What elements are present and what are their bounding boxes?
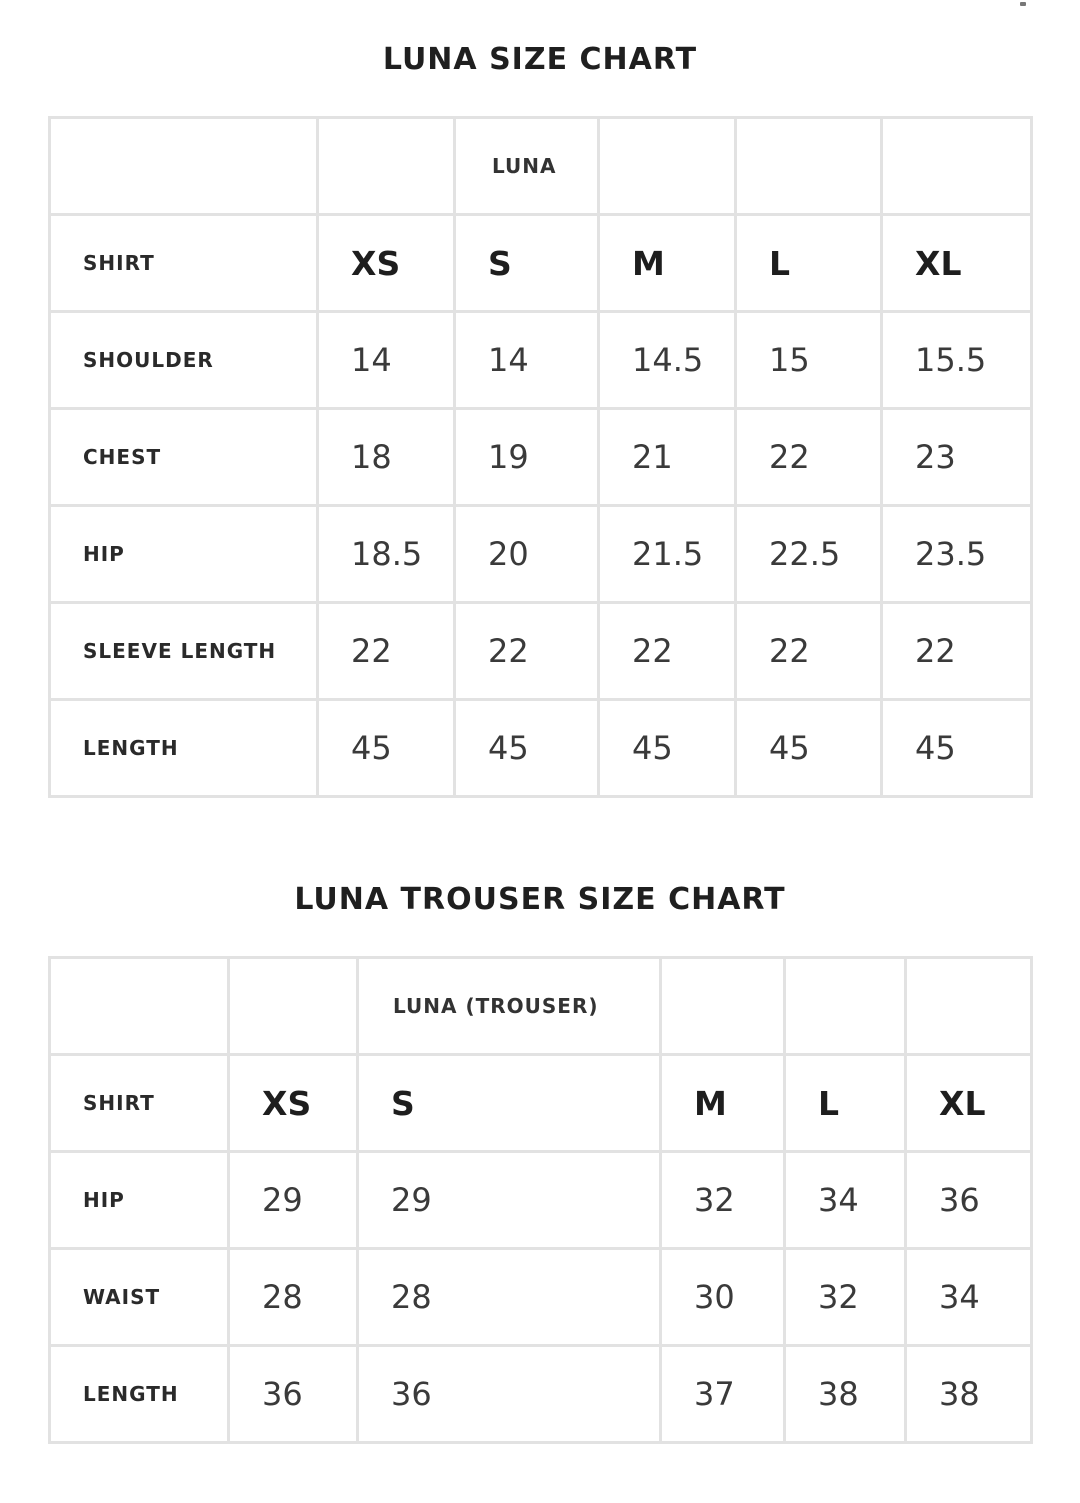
table-cell: 23 xyxy=(882,409,1032,506)
shirt-chart-title: LUNA SIZE CHART xyxy=(382,42,698,77)
table-cell: 36 xyxy=(358,1346,661,1443)
table-row xyxy=(50,700,1032,797)
table-cell: 20 xyxy=(455,506,599,603)
table-cell: 14 xyxy=(318,312,455,409)
empty-cell xyxy=(785,958,906,1055)
size-header: S xyxy=(455,215,599,312)
table-cell: 29 xyxy=(358,1152,661,1249)
table-cell: 28 xyxy=(358,1249,661,1346)
table-cell: 32 xyxy=(661,1152,785,1249)
empty-cell xyxy=(50,118,318,215)
table-group-row xyxy=(50,958,1032,1055)
row-label: WAIST xyxy=(50,1249,229,1346)
table-cell: 45 xyxy=(599,700,736,797)
table-cell: 34 xyxy=(785,1152,906,1249)
size-header: L xyxy=(736,215,882,312)
header-label: SHIRT xyxy=(50,1055,229,1152)
table-header-row xyxy=(50,215,1032,312)
empty-cell xyxy=(882,118,1032,215)
table-row xyxy=(50,409,1032,506)
table-cell: 45 xyxy=(736,700,882,797)
table-cell: 21 xyxy=(599,409,736,506)
table-cell: 22 xyxy=(882,603,1032,700)
empty-cell xyxy=(661,958,785,1055)
group-label: LUNA (TROUSER) xyxy=(358,958,661,1055)
size-header: XS xyxy=(318,215,455,312)
row-label: LENGTH xyxy=(50,700,318,797)
table-cell: 21.5 xyxy=(599,506,736,603)
table-row xyxy=(50,603,1032,700)
table-row xyxy=(50,1346,1032,1443)
table-cell: 45 xyxy=(455,700,599,797)
header-label: SHIRT xyxy=(50,215,318,312)
table-group-row xyxy=(50,118,1032,215)
size-header: XS xyxy=(229,1055,358,1152)
group-label: LUNA xyxy=(455,118,599,215)
table-cell: 38 xyxy=(785,1346,906,1443)
empty-cell xyxy=(736,118,882,215)
table-cell: 22 xyxy=(455,603,599,700)
table-cell: 15 xyxy=(736,312,882,409)
row-label: HIP xyxy=(50,506,318,603)
empty-cell xyxy=(318,118,455,215)
size-header: XL xyxy=(906,1055,1032,1152)
table-cell: 23.5 xyxy=(882,506,1032,603)
table-cell: 45 xyxy=(318,700,455,797)
table-row xyxy=(50,312,1032,409)
row-label: LENGTH xyxy=(50,1346,229,1443)
table-cell: 28 xyxy=(229,1249,358,1346)
table-cell: 22 xyxy=(318,603,455,700)
table-cell: 32 xyxy=(785,1249,906,1346)
table-cell: 36 xyxy=(906,1152,1032,1249)
row-label: SHOULDER xyxy=(50,312,318,409)
table-cell: 29 xyxy=(229,1152,358,1249)
table-cell: 15.5 xyxy=(882,312,1032,409)
row-label: SLEEVE LENGTH xyxy=(50,603,318,700)
table-cell: 14 xyxy=(455,312,599,409)
table-cell: 45 xyxy=(882,700,1032,797)
table-header-row xyxy=(50,1055,1032,1152)
trouser-chart-title: LUNA TROUSER SIZE CHART xyxy=(294,882,786,917)
table-cell: 18 xyxy=(318,409,455,506)
table-cell: 38 xyxy=(906,1346,1032,1443)
empty-cell xyxy=(906,958,1032,1055)
table-cell: 18.5 xyxy=(318,506,455,603)
table-cell: 22 xyxy=(736,409,882,506)
size-header: M xyxy=(661,1055,785,1152)
table-cell: 22.5 xyxy=(736,506,882,603)
trouser-size-table xyxy=(48,956,1033,1444)
table-cell: 37 xyxy=(661,1346,785,1443)
empty-cell xyxy=(229,958,358,1055)
row-label: CHEST xyxy=(50,409,318,506)
empty-cell xyxy=(599,118,736,215)
table-cell: 22 xyxy=(736,603,882,700)
table-cell: 22 xyxy=(599,603,736,700)
row-label: HIP xyxy=(50,1152,229,1249)
size-header: XL xyxy=(882,215,1032,312)
size-header: M xyxy=(599,215,736,312)
table-row xyxy=(50,506,1032,603)
empty-cell xyxy=(50,958,229,1055)
table-cell: 36 xyxy=(229,1346,358,1443)
table-row xyxy=(50,1152,1032,1249)
size-header: L xyxy=(785,1055,906,1152)
table-cell: 30 xyxy=(661,1249,785,1346)
corner-mark xyxy=(1020,2,1026,6)
table-cell: 14.5 xyxy=(599,312,736,409)
table-row xyxy=(50,1249,1032,1346)
shirt-size-table xyxy=(48,116,1033,798)
table-cell: 34 xyxy=(906,1249,1032,1346)
table-cell: 19 xyxy=(455,409,599,506)
size-header: S xyxy=(358,1055,661,1152)
